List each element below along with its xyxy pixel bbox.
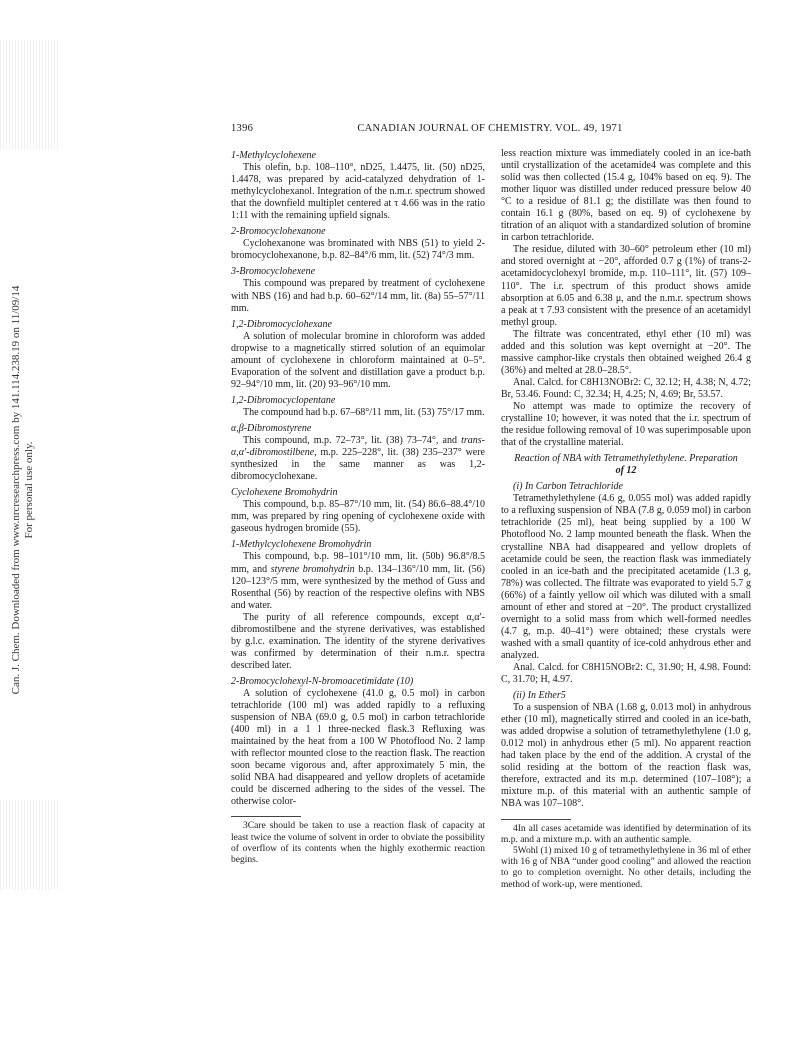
paragraph: This compound, b.p. 85–87°/10 mm, lit. (54) 86.6–88.4°/10 mm, was prepared by ring opening of cyclohexene oxide with gaseous hydrogen bromide (55).: [231, 499, 485, 535]
paragraph: To a suspension of NBA (1.68 g, 0.013 mol) in anhydrous ether (10 ml), magnetically stirred and cooled in an ice-bath, was added dropwise a solution of tetramethylethylene (1.0 g, 0.012 mol) in anhydrous ether (5 ml). No apparent reaction had taken place by the end of the addition. A crystal of the solid residing at the bottom of the reaction flask was, therefore, extracted and its m.p. determined (107–108°); a mixture m.p. of this material with an authentic sample of NBA was 107–108°.: [501, 702, 751, 810]
footnote-4: 4In all cases acetamide was identified by determination of its m.p. and a mixture m.p. with an authentic sample.: [501, 823, 751, 845]
left-column: [231, 150, 485, 866]
paragraph: The residue, diluted with 30–60° petroleum ether (10 ml) and stored overnight at −20°, afforded 0.7 g (1%) of trans-2-acetamidocyclohexyl bromide, m.p. 110–111°, lit. (57) 109–110°. The i.r. spectrum of this product shows amide absorption at 6.05 and 6.38 μ, and the n.m.r. spectrum shows a peak at τ 7.93 consistent with the presence of an acetamidyl methyl group.: [501, 244, 751, 328]
paragraph: Anal. Calcd. for C8H13NOBr2: C, 32.12; H, 4.38; N, 4.72; Br, 53.46. Found: C, 32.34; H, 4.25; N, 4.69; Br, 53.57.: [501, 376, 751, 400]
paragraph: The filtrate was concentrated, ethyl ether (10 ml) was added and this solution was kept overnight at −20°. The massive camphor-like crystals then obtained weighed 26.4 g (36%) and melted at 28.0–28.5°.: [501, 328, 751, 376]
paragraph: The compound had b.p. 67–68°/11 mm, lit. (53) 75°/17 mm.: [243, 406, 485, 418]
download-sidebar: [2, 230, 44, 750]
section-heading: 2-Bromocyclohexanone: [231, 226, 326, 238]
download-notice-line1: Can. J. Chem. Downloaded from www.nrcresearchpress.com by 141.114.238.19 on 11/09/14: [10, 285, 22, 695]
paragraph: Cyclohexanone was brominated with NBS (51) to yield 2-bromocyclohexanone, b.p. 82–84°/6 mm, lit. (52) 74°/3 mm.: [231, 238, 485, 262]
section-heading-line2: of 12: [615, 465, 637, 477]
footnote-3: 3Care should be taken to use a reaction flask of capacity at least twice the volume of solvent in order to obviate the possibility of overflow of its contents when the highly exothermic reaction begins.: [231, 821, 485, 866]
download-notice: [10, 230, 36, 750]
paragraph: A solution of cyclohexene (41.0 g, 0.5 mol) in carbon tetrachloride (100 ml) was added rapidly to a refluxing suspension of NBA (69.0 g, 0.5 mol) in carbon tetrachloride (400 ml) in a 1 l three-necked flask.3 Refluxing was maintained by the heat from a 100 W Photoflood No. 2 lamp with reflector mounted close to the reaction flask. The reaction soon became vigorous and, after approximately 5 min, the solid NBA had disappeared and yellow droplets of acetamide could be discerned adhering to the sides of the vessel. The otherwise color-: [231, 687, 485, 808]
subsection-heading: (i) In Carbon Tetrachloride: [513, 481, 623, 493]
paragraph: Anal. Calcd. for C8H15NOBr2: C, 31.90; H, 4.98. Found: C, 31.70; H, 4.97.: [501, 661, 751, 686]
section-heading: α,β-Dibromostyrene: [231, 422, 312, 434]
section-heading: 1,2-Dibromocyclopentane: [231, 394, 336, 406]
section-heading: 3-Bromocyclohexene: [231, 266, 316, 278]
paragraph: Tetramethylethylene (4.6 g, 0.055 mol) was added rapidly to a refluxing suspension of NBA (7.8 g, 0.059 mol) in carbon tetrachloride (25 ml), heat being supplied by a 100 W Photoflood No. 2 lamp mounted beneath the flask. When the crystalline NBA had disappeared and yellow droplets of acetamide could be seen, the reaction flask was immediately cooled in an ice-bath and the precipitated acetamide (1.3 g, 78%) was collected. The filtrate was evaporated to yield 5.7 g (66%) of a faintly yellow oil which was diluted with a small amount of ether and stored at −20°. The product crystallized overnight to a solid mass from which well-formed needles (4.7 g, m.p. 40–41°) were obtained; these crystals were washed with a small quantity of ice-cold anhydrous ether and analyzed.: [501, 493, 751, 661]
paragraph: [231, 551, 485, 611]
subsection-heading: (ii) In Ether5: [513, 690, 566, 702]
scan-artifact: [0, 40, 60, 150]
text-run-italic: trans-α,α′-dibromostilbene: [231, 435, 485, 459]
page-number: 1396: [231, 123, 254, 134]
right-column: [501, 148, 751, 891]
paragraph: This olefin, b.p. 108–110°, nD25, 1.4475, lit. (50) nD25, 1.4478, was prepared by acid-catalyzed dehydration of 1-methylcyclohexanol. Integration of the n.m.r. spectrum showed that the downfield multiplet centered at τ 4.66 was in the ratio 1:11 with the remaining upfield signals.: [231, 162, 485, 222]
paragraph: No attempt was made to optimize the recovery of crystalline 10; however, it was noted that the i.r. spectrum of the residue following removal of 10 was superimposable upon that of the crystalline material.: [501, 400, 751, 449]
download-notice-line2: For personal use only.: [23, 441, 35, 539]
paragraph: This compound was prepared by treatment of cyclohexene with NBS (16) and had b.p. 60–62°/14 mm, lit. (8a) 55–57°/11 mm.: [231, 278, 485, 314]
text-run: , m.p. 225–228°, lit. (38) 235–237° were synthesized in the same manner as was 1,2-dibromocyclohexane.: [231, 447, 485, 483]
paragraph: [231, 435, 485, 483]
footnote-rule: [501, 819, 571, 820]
text-run-italic: styrene bromohydrin: [270, 563, 355, 575]
section-heading: Cyclohexene Bromohydrin: [231, 487, 338, 499]
scan-artifact: [0, 800, 60, 890]
section-heading: 1-Methylcyclohexene Bromohydrin: [231, 539, 372, 551]
paragraph: less reaction mixture was immediately cooled in an ice-bath until crystallization of the acetamide4 was complete and this solid was then collected (15.4 g, 104% based on eq. 9). The mother liquor was distilled under reduced pressure below 40 °C to a residue of 81.1 g; the distillate was then found to contain 16.1 g (80%, based on eq. 9) of cyclohexene by titration of an aliquot with a standardized solution of bromine in carbon tetrachloride.: [501, 148, 751, 244]
section-heading: 1-Methylcyclohexene: [231, 150, 316, 161]
journal-title: CANADIAN JOURNAL OF CHEMISTRY. VOL. 49, 1971: [357, 123, 623, 134]
paragraph: A solution of molecular bromine in chloroform was added dropwise to a magnetically stirred solution of an equimolar amount of cyclohexene in chloroform maintained at 0–5°. Evaporation of the solvent and distillation gave a product b.p. 92–94°/10 mm, lit. (20) 93–96°/10 mm.: [231, 330, 485, 390]
footnote-rule: [231, 816, 301, 817]
section-heading: 2-Bromocyclohexyl-N-bromoacetimidate (10): [231, 675, 414, 687]
running-header: [231, 123, 749, 139]
section-heading-line1: Reaction of NBA with Tetramethylethylene. Preparation: [514, 453, 738, 465]
text-run: b.p. 134–136°/10 mm, lit. (56) 120–123°/5 mm, were synthesized by the method of Guss and Rosenthal (56) by reaction of the respective olefins with NBS and water.: [231, 563, 485, 611]
section-heading: [501, 453, 751, 477]
text-run: This compound, b.p. 98–101°/10 mm, lit. (50b) 96.8°/8.5 mm, and: [231, 551, 485, 575]
section-heading: 1,2-Dibromocyclohexane: [231, 318, 332, 330]
footnote-5: 5Wohl (1) mixed 10 g of tetramethylethylene in 36 ml of ether with 16 g of NBA “under good cooling” and allowed the reaction to go to completion overnight. No other details, including the method of work-up, were mentioned.: [501, 845, 751, 890]
paragraph: The purity of all reference compounds, except α,α′-dibromostilbene and the styrene derivatives, was established by g.l.c. examination. The identity of the styrene derivatives was confirmed by determination of their n.m.r. spectra described later.: [231, 611, 485, 671]
text-run: This compound, m.p. 72–73°, lit. (38) 73–74°, and: [243, 435, 462, 447]
